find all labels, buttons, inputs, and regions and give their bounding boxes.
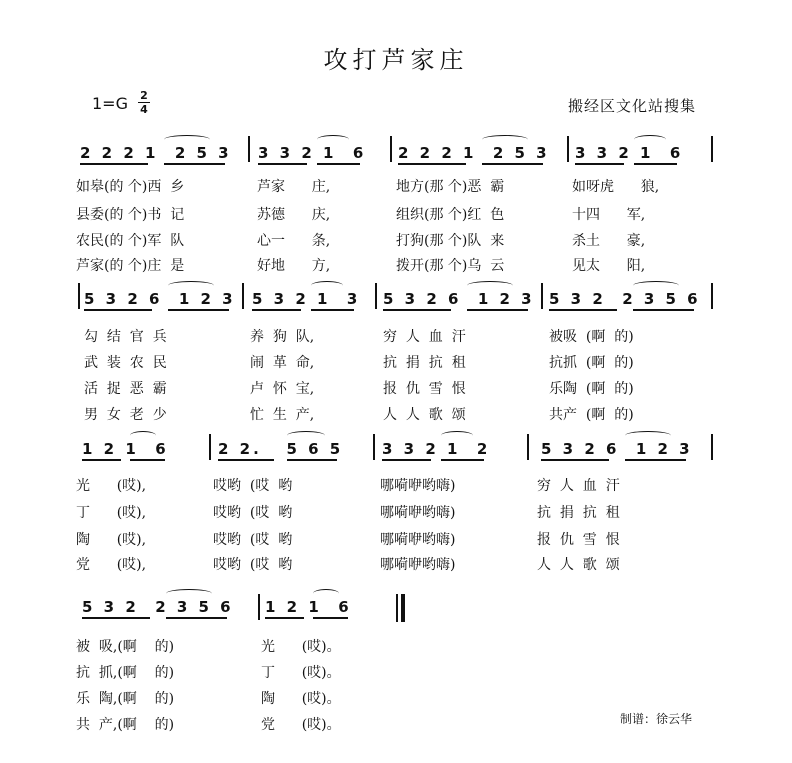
lyric-text: 芦家(的 个)庄 是 [76, 258, 185, 274]
measure-notes: 2 2 2 1 2 5 3 [398, 144, 550, 162]
eighth-note-underline [313, 617, 348, 619]
barline [567, 136, 569, 162]
lyric-text: 人 人 歌 颂 [537, 557, 620, 573]
barline [248, 136, 250, 162]
slur-arc [164, 135, 210, 144]
lyric-text: 丁 (哎)。 [261, 665, 341, 681]
lyric-text: 活 捉 恶 霸 [84, 381, 167, 397]
lyric-text: 哎哟 (哎 哟 [213, 505, 293, 521]
lyric-text: 报 仇 雪 恨 [537, 532, 620, 548]
key-signature: 1=G [92, 94, 128, 113]
lyric-text: 地方(那 个)恶 霸 [396, 179, 505, 195]
eighth-note-underline [482, 163, 543, 165]
eighth-note-underline [168, 309, 229, 311]
lyric-text: 拨开(那 个)乌 云 [396, 258, 505, 274]
measure-notes: 5 3 2 2 3 5 6 [549, 290, 701, 308]
lyric-text: 抗 捐 抗 租 [537, 505, 620, 521]
lyric-text: 哎哟 (哎 哟 [213, 557, 293, 573]
final-barline-thick [401, 594, 405, 622]
collector-note: 搬经区文化站搜集 [567, 97, 696, 115]
eighth-note-underline [82, 459, 121, 461]
measure-notes: 2 2. 5 6 5 [218, 440, 344, 458]
barline [258, 594, 260, 620]
lyric-text: 十四 军, [572, 207, 646, 223]
eighth-note-underline [130, 459, 165, 461]
barline [711, 434, 713, 460]
measure-notes: 5 3 2 6 1 2 3 [541, 440, 693, 458]
lyric-text: 男 女 老 少 [84, 407, 167, 423]
barline [711, 136, 713, 162]
barline [541, 283, 543, 309]
measure-notes: 5 3 2 2 3 5 6 [82, 598, 234, 616]
lyric-text: 共产 (啊 的) [549, 407, 634, 423]
barline [375, 283, 377, 309]
slur-arc [317, 135, 349, 144]
time-signature-top: 2 [140, 89, 148, 102]
lyric-text: 光 (哎), [76, 478, 147, 494]
lyric-text: 光 (哎)。 [261, 639, 341, 655]
eighth-note-underline [575, 163, 624, 165]
lyric-text: 如皋(的 个)西 乡 [76, 179, 185, 195]
lyric-text: 乐陶 (啊 的) [549, 381, 634, 397]
barline [527, 434, 529, 460]
slur-arc [130, 431, 156, 440]
lyric-text: 抗 抓,(啊 的) [76, 665, 175, 681]
eighth-note-underline [166, 617, 227, 619]
lyric-text: 闹 革 命, [250, 355, 315, 371]
eighth-note-underline [633, 309, 694, 311]
eighth-note-underline [467, 309, 528, 311]
time-signature-bottom: 4 [140, 103, 148, 116]
lyric-text: 穷 人 血 汗 [383, 329, 466, 345]
eighth-note-underline [311, 309, 354, 311]
eighth-note-underline [82, 617, 150, 619]
eighth-note-underline [317, 163, 360, 165]
lyric-text: 陶 (哎), [76, 532, 147, 548]
lyric-text: 丁 (哎), [76, 505, 147, 521]
lyric-text: 陶 (哎)。 [261, 691, 341, 707]
eighth-note-underline [398, 163, 466, 165]
measure-notes: 2 2 2 1 2 5 3 [80, 144, 232, 162]
slur-arc [633, 281, 679, 290]
song-title: 攻打芦家庄 [323, 46, 469, 74]
lyric-text: 养 狗 队, [250, 329, 315, 345]
lyric-text: 哪嗬咿哟嗨) [380, 532, 456, 548]
lyric-text: 哎哟 (哎 哟 [213, 532, 293, 548]
eighth-note-underline [258, 163, 307, 165]
lyric-text: 哪嗬咿哟嗨) [380, 478, 456, 494]
lyric-text: 穷 人 血 汗 [537, 478, 620, 494]
lyric-text: 报 仇 雪 恨 [383, 381, 466, 397]
measure-notes: 5 3 2 6 1 2 3 [383, 290, 535, 308]
lyric-text: 乐 陶,(啊 的) [76, 691, 175, 707]
lyric-text: 苏德 庆, [257, 207, 331, 223]
slur-arc [625, 431, 671, 440]
slur-arc [313, 589, 339, 598]
lyric-text: 如呀虎 狼, [572, 179, 660, 195]
eighth-note-underline [625, 459, 686, 461]
measure-notes: 5 3 2 1 3 [252, 290, 361, 308]
lyric-text: 被吸 (啊 的) [549, 329, 634, 345]
slur-arc [482, 135, 528, 144]
eighth-note-underline [634, 163, 677, 165]
barline [390, 136, 392, 162]
measure-notes: 1 2 1 6 [82, 440, 169, 458]
lyric-text: 组织(那 个)红 色 [396, 207, 505, 223]
lyric-text: 共 产,(啊 的) [76, 717, 175, 733]
lyric-text: 心一 条, [257, 233, 331, 249]
lyric-text: 卢 怀 宝, [250, 381, 315, 397]
lyric-text: 芦家 庄, [257, 179, 331, 195]
eighth-note-underline [541, 459, 609, 461]
slur-arc [441, 431, 473, 440]
barline [209, 434, 211, 460]
eighth-note-underline [549, 309, 617, 311]
lyric-text: 哎哟 (哎 哟 [213, 478, 293, 494]
eighth-note-underline [252, 309, 301, 311]
eighth-note-underline [287, 459, 337, 461]
final-barline-thin [396, 594, 398, 622]
slur-arc [287, 431, 325, 440]
lyric-text: 农民(的 个)军 队 [76, 233, 185, 249]
slur-arc [166, 589, 212, 598]
measure-notes: 3 3 2 1 6 [258, 144, 367, 162]
eighth-note-underline [383, 309, 451, 311]
barline [373, 434, 375, 460]
notation-credit: 制谱：徐云华 [620, 712, 693, 726]
barline [711, 283, 713, 309]
eighth-note-underline [164, 163, 225, 165]
eighth-note-underline [84, 309, 152, 311]
lyric-text: 哪嗬咿哟嗨) [380, 557, 456, 573]
lyric-text: 党 (哎), [76, 557, 147, 573]
lyric-text: 人 人 歌 颂 [383, 407, 466, 423]
barline [78, 283, 80, 309]
time-signature [138, 90, 150, 115]
eighth-note-underline [382, 459, 431, 461]
eighth-note-underline [80, 163, 148, 165]
lyric-text: 抗抓 (啊 的) [549, 355, 634, 371]
measure-notes: 1 2 1 6 [265, 598, 352, 616]
measure-notes: 5 3 2 6 1 2 3 [84, 290, 236, 308]
lyric-text: 哪嗬咿哟嗨) [380, 505, 456, 521]
barline [242, 283, 244, 309]
lyric-text: 县委(的 个)书 记 [76, 207, 185, 223]
lyric-text: 见太 阳, [572, 258, 646, 274]
eighth-note-underline [218, 459, 274, 461]
slur-arc [168, 281, 214, 290]
lyric-text: 武 装 农 民 [84, 355, 167, 371]
eighth-note-underline [265, 617, 304, 619]
measure-notes: 3 3 2 1 6 [575, 144, 684, 162]
lyric-text: 打狗(那 个)队 来 [396, 233, 505, 249]
lyric-text: 勾 结 官 兵 [84, 329, 167, 345]
lyric-text: 杀土 豪, [572, 233, 646, 249]
slur-arc [634, 135, 666, 144]
eighth-note-underline [441, 459, 484, 461]
lyric-text: 被 吸,(啊 的) [76, 639, 175, 655]
lyric-text: 党 (哎)。 [261, 717, 341, 733]
measure-notes: 3 3 2 1 2 [382, 440, 491, 458]
lyric-text: 好地 方, [257, 258, 331, 274]
slur-arc [467, 281, 513, 290]
lyric-text: 忙 生 产, [250, 407, 315, 423]
lyric-text: 抗 捐 抗 租 [383, 355, 466, 371]
slur-arc [311, 281, 343, 290]
